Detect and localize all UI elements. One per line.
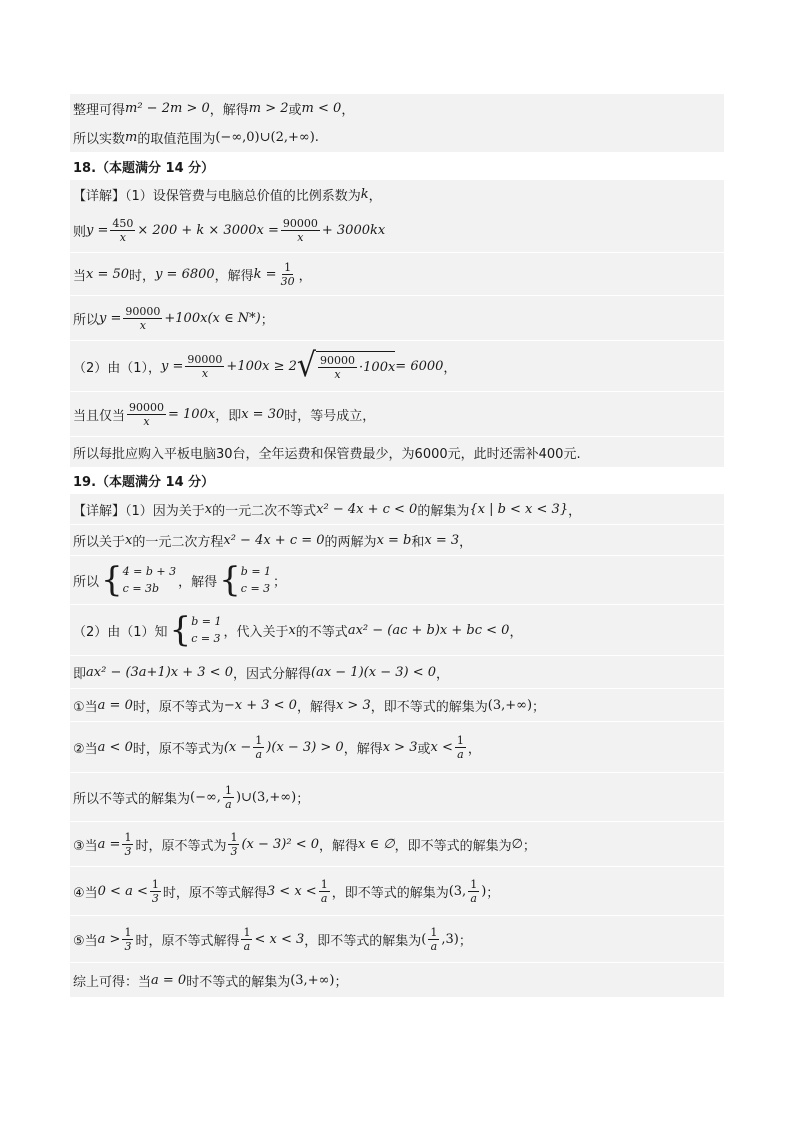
formula: (3,+∞)	[487, 697, 533, 713]
formula: ·100x	[359, 360, 396, 375]
text: ，	[467, 741, 481, 757]
fraction	[428, 926, 439, 953]
formula: x² − 4x + c = 0	[223, 532, 325, 548]
system-lines	[191, 613, 221, 647]
formula: 4 = b + 3	[122, 565, 177, 578]
solution-line	[70, 867, 724, 915]
fraction	[223, 784, 234, 811]
fraction	[123, 305, 162, 332]
system-lines	[241, 563, 271, 597]
formula: c = 3	[240, 582, 271, 595]
brace-icon: {	[101, 560, 123, 600]
numerator: 1	[470, 877, 478, 891]
formula: = 6000	[395, 358, 444, 374]
text: ；	[522, 838, 536, 854]
numerator: 450	[112, 216, 134, 230]
text: 时，原不等式为	[132, 699, 224, 715]
text: 综上可得：当	[73, 974, 152, 990]
solution-line	[70, 605, 724, 655]
formula: x > 3	[335, 697, 371, 713]
fraction	[281, 217, 320, 244]
formula: x	[288, 622, 296, 638]
text: 时，原不等式为	[132, 741, 224, 757]
text: 或	[288, 102, 302, 118]
fraction	[241, 926, 252, 953]
question-heading-19	[70, 467, 724, 493]
numerator: 90000	[282, 216, 318, 230]
equation-system	[169, 610, 222, 650]
numerator: 1	[255, 733, 263, 747]
radicand	[316, 351, 395, 381]
text: ，解得	[343, 741, 383, 757]
solution-line	[70, 341, 724, 391]
fraction	[319, 878, 330, 905]
text: ，即不等式的解集为	[304, 933, 422, 949]
text: 所以	[73, 574, 100, 590]
fraction	[127, 401, 166, 428]
square-root	[296, 346, 396, 385]
formula: {x | b < x < 3}	[469, 501, 569, 517]
formula: ax² − (3a+1)x + 3 < 0	[86, 664, 233, 680]
formula: x = 3	[424, 532, 460, 548]
formula: 0 < a <	[97, 883, 148, 899]
solution-line	[70, 253, 724, 295]
denominator: a	[430, 939, 438, 953]
formula: y = 6800	[155, 266, 215, 282]
text: ，代入关于	[223, 624, 289, 640]
solution-line	[70, 180, 724, 208]
formula: x ∈ ∅	[358, 836, 395, 852]
text: 即	[73, 666, 87, 682]
text: ，解得	[209, 102, 249, 118]
denominator: 3	[230, 844, 238, 858]
text: ；	[273, 574, 287, 590]
formula: x	[125, 532, 133, 548]
fraction	[455, 734, 466, 761]
text: ；	[486, 885, 500, 901]
text: ，即不等式的解集为	[370, 699, 488, 715]
fraction	[122, 831, 133, 858]
text: （2）由（1）知	[73, 624, 168, 640]
text: ，	[568, 503, 582, 519]
text: ①当	[73, 699, 98, 715]
denominator: 3	[151, 891, 159, 905]
brace-icon: {	[169, 610, 192, 650]
text: 的取值范围为	[137, 131, 216, 147]
formula: (3,	[448, 883, 467, 899]
text: ，即不等式的解集为	[394, 838, 512, 854]
solution-line	[70, 494, 724, 524]
solution-line	[70, 556, 724, 604]
solution-line	[70, 94, 724, 122]
formula: )∪(3,+∞)	[235, 789, 297, 805]
formula: (−∞,	[190, 789, 221, 805]
fraction	[279, 261, 297, 288]
formula: (x ∈ N*)	[207, 310, 261, 326]
formula: a < 0	[97, 739, 133, 755]
denominator: x	[201, 366, 209, 380]
numerator: 1	[456, 733, 464, 747]
formula: y =	[161, 358, 184, 374]
text: ；	[532, 699, 546, 715]
text: 则	[73, 224, 87, 240]
formula: ,3)	[441, 931, 459, 947]
text: 的一元二次不等式	[212, 503, 317, 519]
formula: +100x	[164, 310, 208, 326]
numerator: 90000	[187, 352, 223, 366]
text: ；	[334, 974, 348, 990]
denominator: x	[119, 230, 126, 244]
formula: )	[481, 883, 487, 899]
solution-line	[70, 722, 724, 772]
formula: x = 30	[241, 406, 285, 422]
text: 时，原不等式为	[135, 838, 227, 854]
text: ，	[368, 188, 382, 204]
formula: m	[125, 129, 138, 145]
fraction	[185, 353, 224, 380]
denominator: 3	[124, 844, 132, 858]
numerator: 90000	[129, 400, 165, 414]
solution-line	[70, 773, 724, 821]
formula: c = 3b	[122, 582, 160, 595]
text: ，	[509, 624, 523, 640]
text: 或	[417, 741, 431, 757]
text: ，即	[215, 408, 242, 424]
solution-line	[70, 656, 724, 688]
formula: k	[360, 186, 369, 202]
text: 时，原不等式解得	[162, 885, 267, 901]
numerator: 1	[124, 925, 132, 939]
text: ，即不等式的解集为	[331, 885, 449, 901]
brace-icon: {	[219, 560, 241, 600]
denominator: x	[297, 230, 304, 244]
denominator: a	[255, 747, 263, 761]
text: 所以每批应购入平板电脑30台，全年运费和保管费最少，为6000元，此时还需补400元.	[73, 446, 581, 462]
formula: y =	[99, 310, 122, 326]
formula: x > 3	[382, 739, 418, 755]
text: ，解得	[319, 838, 359, 854]
text: ，	[459, 534, 473, 550]
numerator: 1	[284, 260, 292, 274]
numerator: 90000	[320, 354, 356, 367]
numerator: 90000	[125, 304, 161, 318]
text: 【详解】（1）因为关于	[73, 503, 205, 519]
denominator: a	[457, 747, 464, 761]
text: ；	[458, 933, 472, 949]
solution-line	[70, 822, 724, 866]
text: ，	[443, 360, 457, 376]
fraction	[468, 878, 479, 905]
text: ，解得	[214, 268, 254, 284]
formula: y =	[86, 222, 109, 238]
text: .	[314, 129, 319, 145]
denominator: a	[320, 891, 328, 905]
solution-line	[70, 963, 724, 997]
formula: a =	[97, 836, 121, 852]
numerator: 1	[151, 877, 159, 891]
text: 的不等式	[295, 624, 348, 640]
text: ③当	[73, 838, 98, 854]
solution-line	[70, 296, 724, 340]
formula: (ax − 1)(x − 3) < 0	[311, 664, 436, 680]
equation-system	[219, 560, 272, 600]
text: ④当	[73, 885, 98, 901]
text: 时，等号成立，	[284, 408, 376, 424]
fraction	[228, 831, 239, 858]
denominator: a	[243, 939, 251, 953]
text: ，	[298, 268, 312, 284]
formula: (−∞,0)∪(2,+∞)	[215, 129, 315, 145]
formula: (3,+∞)	[290, 972, 335, 988]
text: 的一元二次方程	[132, 534, 224, 550]
numerator: 1	[430, 925, 438, 939]
heading-text: 18.（本题满分 14 分）	[73, 160, 215, 176]
text: ②当	[73, 741, 98, 757]
text: ，解得	[178, 574, 218, 590]
formula: b = 1	[240, 565, 272, 578]
formula: a >	[97, 931, 121, 947]
text: 当	[73, 268, 87, 284]
formula: )(x − 3) > 0	[266, 739, 344, 755]
formula: × 200 + k × 3000x =	[137, 222, 279, 238]
numerator: 1	[243, 925, 251, 939]
formula: c = 3	[191, 632, 221, 645]
numerator: 1	[124, 830, 132, 844]
formula: x <	[430, 739, 453, 755]
text: ；	[260, 312, 274, 328]
formula: (x −	[223, 739, 252, 755]
formula: x² − 4x + c < 0	[316, 501, 418, 517]
text: ，因式分解得	[232, 666, 311, 682]
formula: b = 1	[191, 615, 222, 628]
equation-system	[101, 560, 177, 600]
formula: a = 0	[97, 697, 133, 713]
text: ，	[436, 666, 450, 682]
text: 的解集为	[417, 503, 470, 519]
text: ，解得	[296, 699, 336, 715]
formula: m² − 2m > 0	[125, 100, 210, 116]
text: 时，原不等式解得	[135, 933, 240, 949]
text: ，	[341, 102, 355, 118]
formula: = 100x	[168, 406, 216, 422]
solution-line	[70, 525, 724, 555]
text: 【详解】（1）设保管费与电脑总价值的比例系数为	[73, 188, 361, 204]
text: 所以不等式的解集为	[73, 791, 191, 807]
solution-line	[70, 689, 724, 721]
text: 时不等式的解集为	[186, 974, 291, 990]
formula: +100x ≥ 2	[226, 358, 297, 374]
text: 时，	[129, 268, 156, 284]
denominator: 3	[124, 939, 132, 953]
text: ⑤当	[73, 933, 98, 949]
formula: (x − 3)² < 0	[241, 836, 319, 852]
system-lines	[123, 563, 176, 597]
formula: x	[204, 501, 213, 517]
denominator: 30	[280, 274, 295, 288]
denominator: a	[470, 891, 477, 905]
formula: ax² − (ac + b)x + bc < 0	[347, 622, 510, 638]
formula: ∅	[511, 836, 523, 852]
text: 所以关于	[73, 534, 126, 550]
text: 当且仅当	[73, 408, 126, 424]
denominator: x	[143, 414, 150, 428]
fraction	[110, 217, 135, 244]
question-heading-18	[70, 153, 724, 179]
fraction	[122, 926, 133, 953]
text: 的两解为	[324, 534, 377, 550]
fraction	[318, 354, 357, 381]
text: 和	[411, 534, 425, 550]
numerator: 1	[224, 783, 232, 797]
formula: m < 0	[301, 100, 342, 116]
text: 所以实数	[73, 131, 126, 147]
formula: (	[421, 931, 427, 947]
solution-line	[70, 437, 724, 467]
solution-line	[70, 122, 724, 152]
numerator: 1	[320, 877, 328, 891]
formula: a = 0	[151, 972, 187, 988]
formula: −x + 3 < 0	[223, 697, 297, 713]
formula: + 3000kx	[321, 222, 386, 238]
solution-line	[70, 392, 724, 436]
text: 所以	[73, 312, 100, 328]
formula: k =	[253, 266, 277, 282]
text: ；	[296, 791, 310, 807]
numerator: 1	[230, 830, 238, 844]
text: 整理可得	[73, 102, 126, 118]
denominator: x	[139, 318, 146, 332]
fraction	[253, 734, 264, 761]
fraction	[150, 878, 161, 905]
formula: 3 < x <	[266, 883, 317, 899]
solution-line	[70, 208, 724, 252]
formula: m > 2	[248, 100, 289, 116]
denominator: x	[334, 368, 341, 381]
formula: x = b	[376, 532, 412, 548]
denominator: a	[225, 797, 232, 811]
solution-line	[70, 916, 724, 962]
heading-text: 19.（本题满分 14 分）	[73, 474, 215, 490]
formula: < x < 3	[254, 931, 305, 947]
radical-sign-icon: √	[296, 346, 317, 385]
text: （2）由（1），	[73, 360, 162, 376]
formula: x = 50	[86, 266, 130, 282]
